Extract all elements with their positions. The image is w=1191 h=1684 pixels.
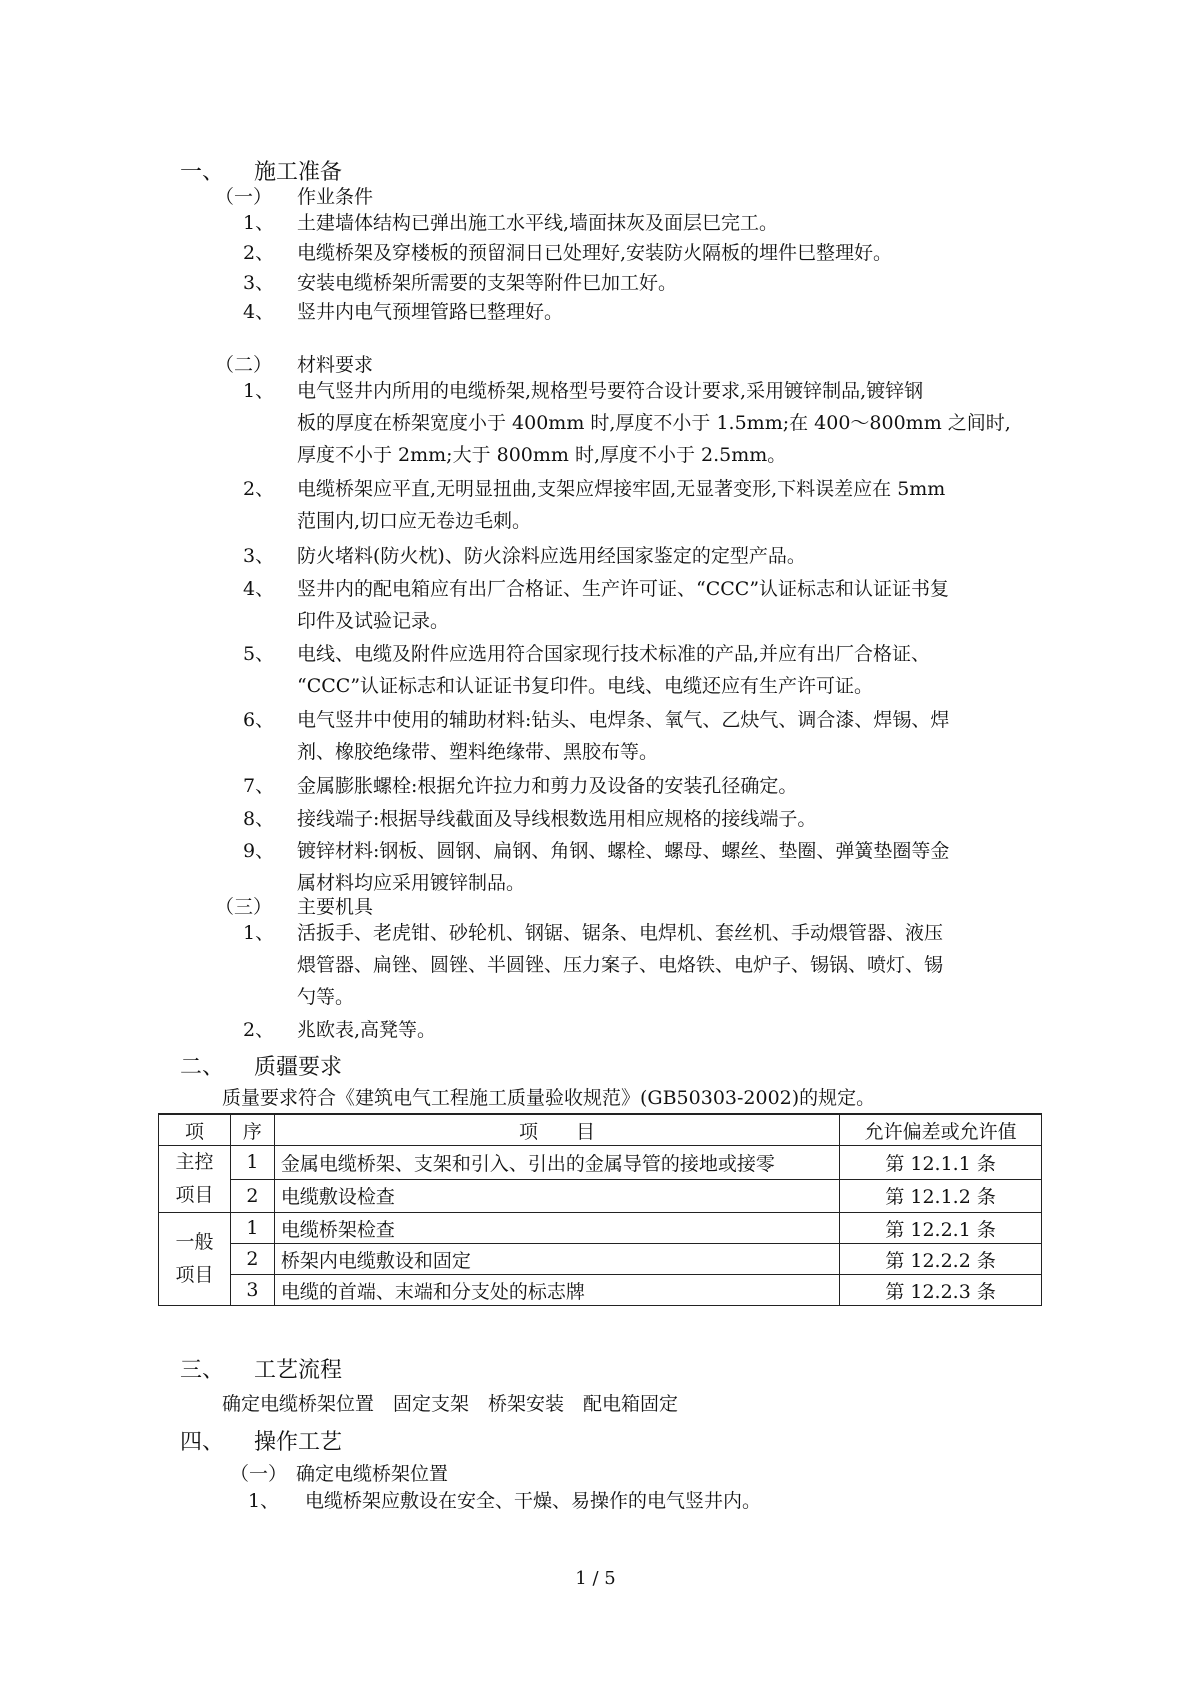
item-cell: 电缆桥架检查 — [274, 1213, 839, 1244]
quality-intro: 质量要求符合《建筑电气工程施工质量验收规范》(GB50303-2002)的规定。 — [222, 1087, 876, 1109]
section-heading-1: 一、 施工准备 — [180, 160, 343, 185]
seq-cell: 2 — [230, 1179, 274, 1213]
table-row — [159, 1244, 1042, 1275]
table-header-cell: 项 目 — [274, 1114, 839, 1146]
seq-cell: 1 — [230, 1146, 274, 1180]
subsection-title: 确定电缆桥架位置 — [296, 1463, 449, 1485]
document-page: 一、 施工准备 （一） 作业条件 1、 土建墙体结构已弹出施工水平线,墙面抹灰及面层巳完工。 2、 电缆桥架及穿楼板的预留洞日已处理好,安装防火隔板的埋件巳整理好。 3、 安装电缆桥架所需要的支架等附件巳加工好。 4、 竖井内电气预埋管路巳整理好。 （二） 材料要求 1、 电气竖井内所用的电缆桥架,规格型号要符合设计要求,采用镀锌制品,镀锌钢 板的厚度在桥架宽度小于 400mm 时,厚度不小于 1.5mm;在 400～800mm 之间时, 厚度不小于 2mm;大于 800mm 时,厚度不小于 2.5mm。 2、 电缆桥架应平直,无明显扭曲,支架应焊接牢固,无显著变形,下料误差应在 5mm 范围内,切口应无卷边毛刺。 3、 防火堵料(防火枕)、防火涂料应选用经国家鉴定的定型产品。 4、 竖井内的配电箱应有出厂合格证、生产许可证、“CCC”认证标志和认证证书复 印件及试验记录。 5、 电线、电缆及附件应选用符合国家现行技术标准的产品,并应有出厂合格证、 “CCC”认证标志和认证证书复印件。电线、电缆还应有生产许可证。 6、 电气竖井中使用的辅助材料:钻头、电焊条、氧气、乙炔气、调合漆、焊锡、焊 剂、橡胶绝缘带、塑料绝缘带、黑胶布等。 7、 金属膨胀螺栓:根据允许拉力和剪力及设备的安装孔径确定。 8、 接线端子:根据导线截面及导线根数选用相应规格的接线端子。 9、 镀锌材料:钢板、圆钢、扁钢、角钢、螺栓、螺母、螺丝、垫圈、弹簧垫圈等金 属材料均应采用镀锌制品。 （三） 主要机具 1、 活扳手、老虎钳、砂轮机、钢锯、锯条、电焊机、套丝机、手动煨管器、液压 煨管器、扁锉、圆锉、半圆锉、压力案子、电烙铁、电炉子、锡锅、喷灯、锡 勺等。 2、 兆欧表,高凳等。 二、 质疆要求 质量要求符合《建筑电气工程施工质量验收规范》(GB50303-2002)的规定。 项 序 项 目 允许偏差或允许值 主控 项目 1 金属电缆桥架、支架和引入、引出的金属导管的接地或接零 第 12.1.1 条 2 电缆敷设检查 第 12.1.2 条 一般 项目 1 电缆桥架检查 第 12.2.1 条 2 桥架内电缆敷设和固定 第 12.2.2 条 3 电缆的首端、末端和分支处的标志牌 第 12.2.3 条 三、 工艺流程 确定电缆桥架位置 固定支架 桥架安装 配电箱固定 四、 操作工艺 （一） 确定电缆桥架位置 1、 电缆桥架应敷设在安全、干燥、易操作的电气竖井内。 1 / 5 — [0, 0, 1191, 1684]
page-number: 1 / 5 — [575, 1568, 616, 1589]
table-row — [159, 1146, 1042, 1180]
table-header-row — [159, 1114, 1042, 1146]
value-cell: 第 12.2.3 条 — [840, 1275, 1042, 1306]
value-cell: 第 12.2.1 条 — [840, 1213, 1042, 1244]
table-header-cell: 序 — [230, 1114, 274, 1146]
value-cell: 第 12.1.1 条 — [840, 1146, 1042, 1180]
value-cell: 第 12.2.2 条 — [840, 1244, 1042, 1275]
seq-cell: 3 — [230, 1275, 274, 1306]
subsection-heading-1-2: （二） 材料要求 — [215, 354, 374, 376]
subsection-title: 材料要求 — [297, 354, 374, 376]
value-cell: 第 12.1.2 条 — [840, 1179, 1042, 1213]
seq-cell: 1 — [230, 1213, 274, 1244]
section-heading-4: 四、 操作工艺 — [180, 1430, 343, 1455]
item-cell: 金属电缆桥架、支架和引入、引出的金属导管的接地或接零 — [274, 1146, 839, 1180]
group-label-cell: 主控 项目 — [159, 1146, 231, 1213]
subsection-heading-4-1: （一） 确定电缆桥架位置 — [230, 1463, 449, 1485]
quality-table — [158, 1113, 1042, 1306]
item-cell: 电缆敷设检查 — [274, 1179, 839, 1213]
subsection-title: 主要机具 — [297, 896, 374, 918]
section-heading-3: 三、 工艺流程 — [180, 1358, 343, 1383]
process-flow: 确定电缆桥架位置 固定支架 桥架安装 配电箱固定 — [222, 1393, 679, 1415]
subsection-heading-1-1: （一） 作业条件 — [215, 186, 374, 208]
group-label-cell: 一般 项目 — [159, 1213, 231, 1306]
table-header-cell: 允许偏差或允许值 — [840, 1114, 1042, 1146]
item-cell: 电缆的首端、末端和分支处的标志牌 — [274, 1275, 839, 1306]
item-cell: 桥架内电缆敷设和固定 — [274, 1244, 839, 1275]
table-header-cell: 项 — [159, 1114, 231, 1146]
section-title: 操作工艺 — [254, 1430, 343, 1455]
table-row — [159, 1213, 1042, 1244]
seq-cell: 2 — [230, 1244, 274, 1275]
section-heading-2: 二、 质疆要求 — [180, 1055, 343, 1080]
table-row — [159, 1179, 1042, 1213]
section-title: 质疆要求 — [254, 1055, 343, 1080]
subsection-heading-1-3: （三） 主要机具 — [215, 896, 374, 918]
section-title: 工艺流程 — [254, 1358, 343, 1383]
table-row — [159, 1275, 1042, 1306]
section-title: 施工准备 — [254, 160, 343, 185]
subsection-title: 作业条件 — [297, 186, 374, 208]
